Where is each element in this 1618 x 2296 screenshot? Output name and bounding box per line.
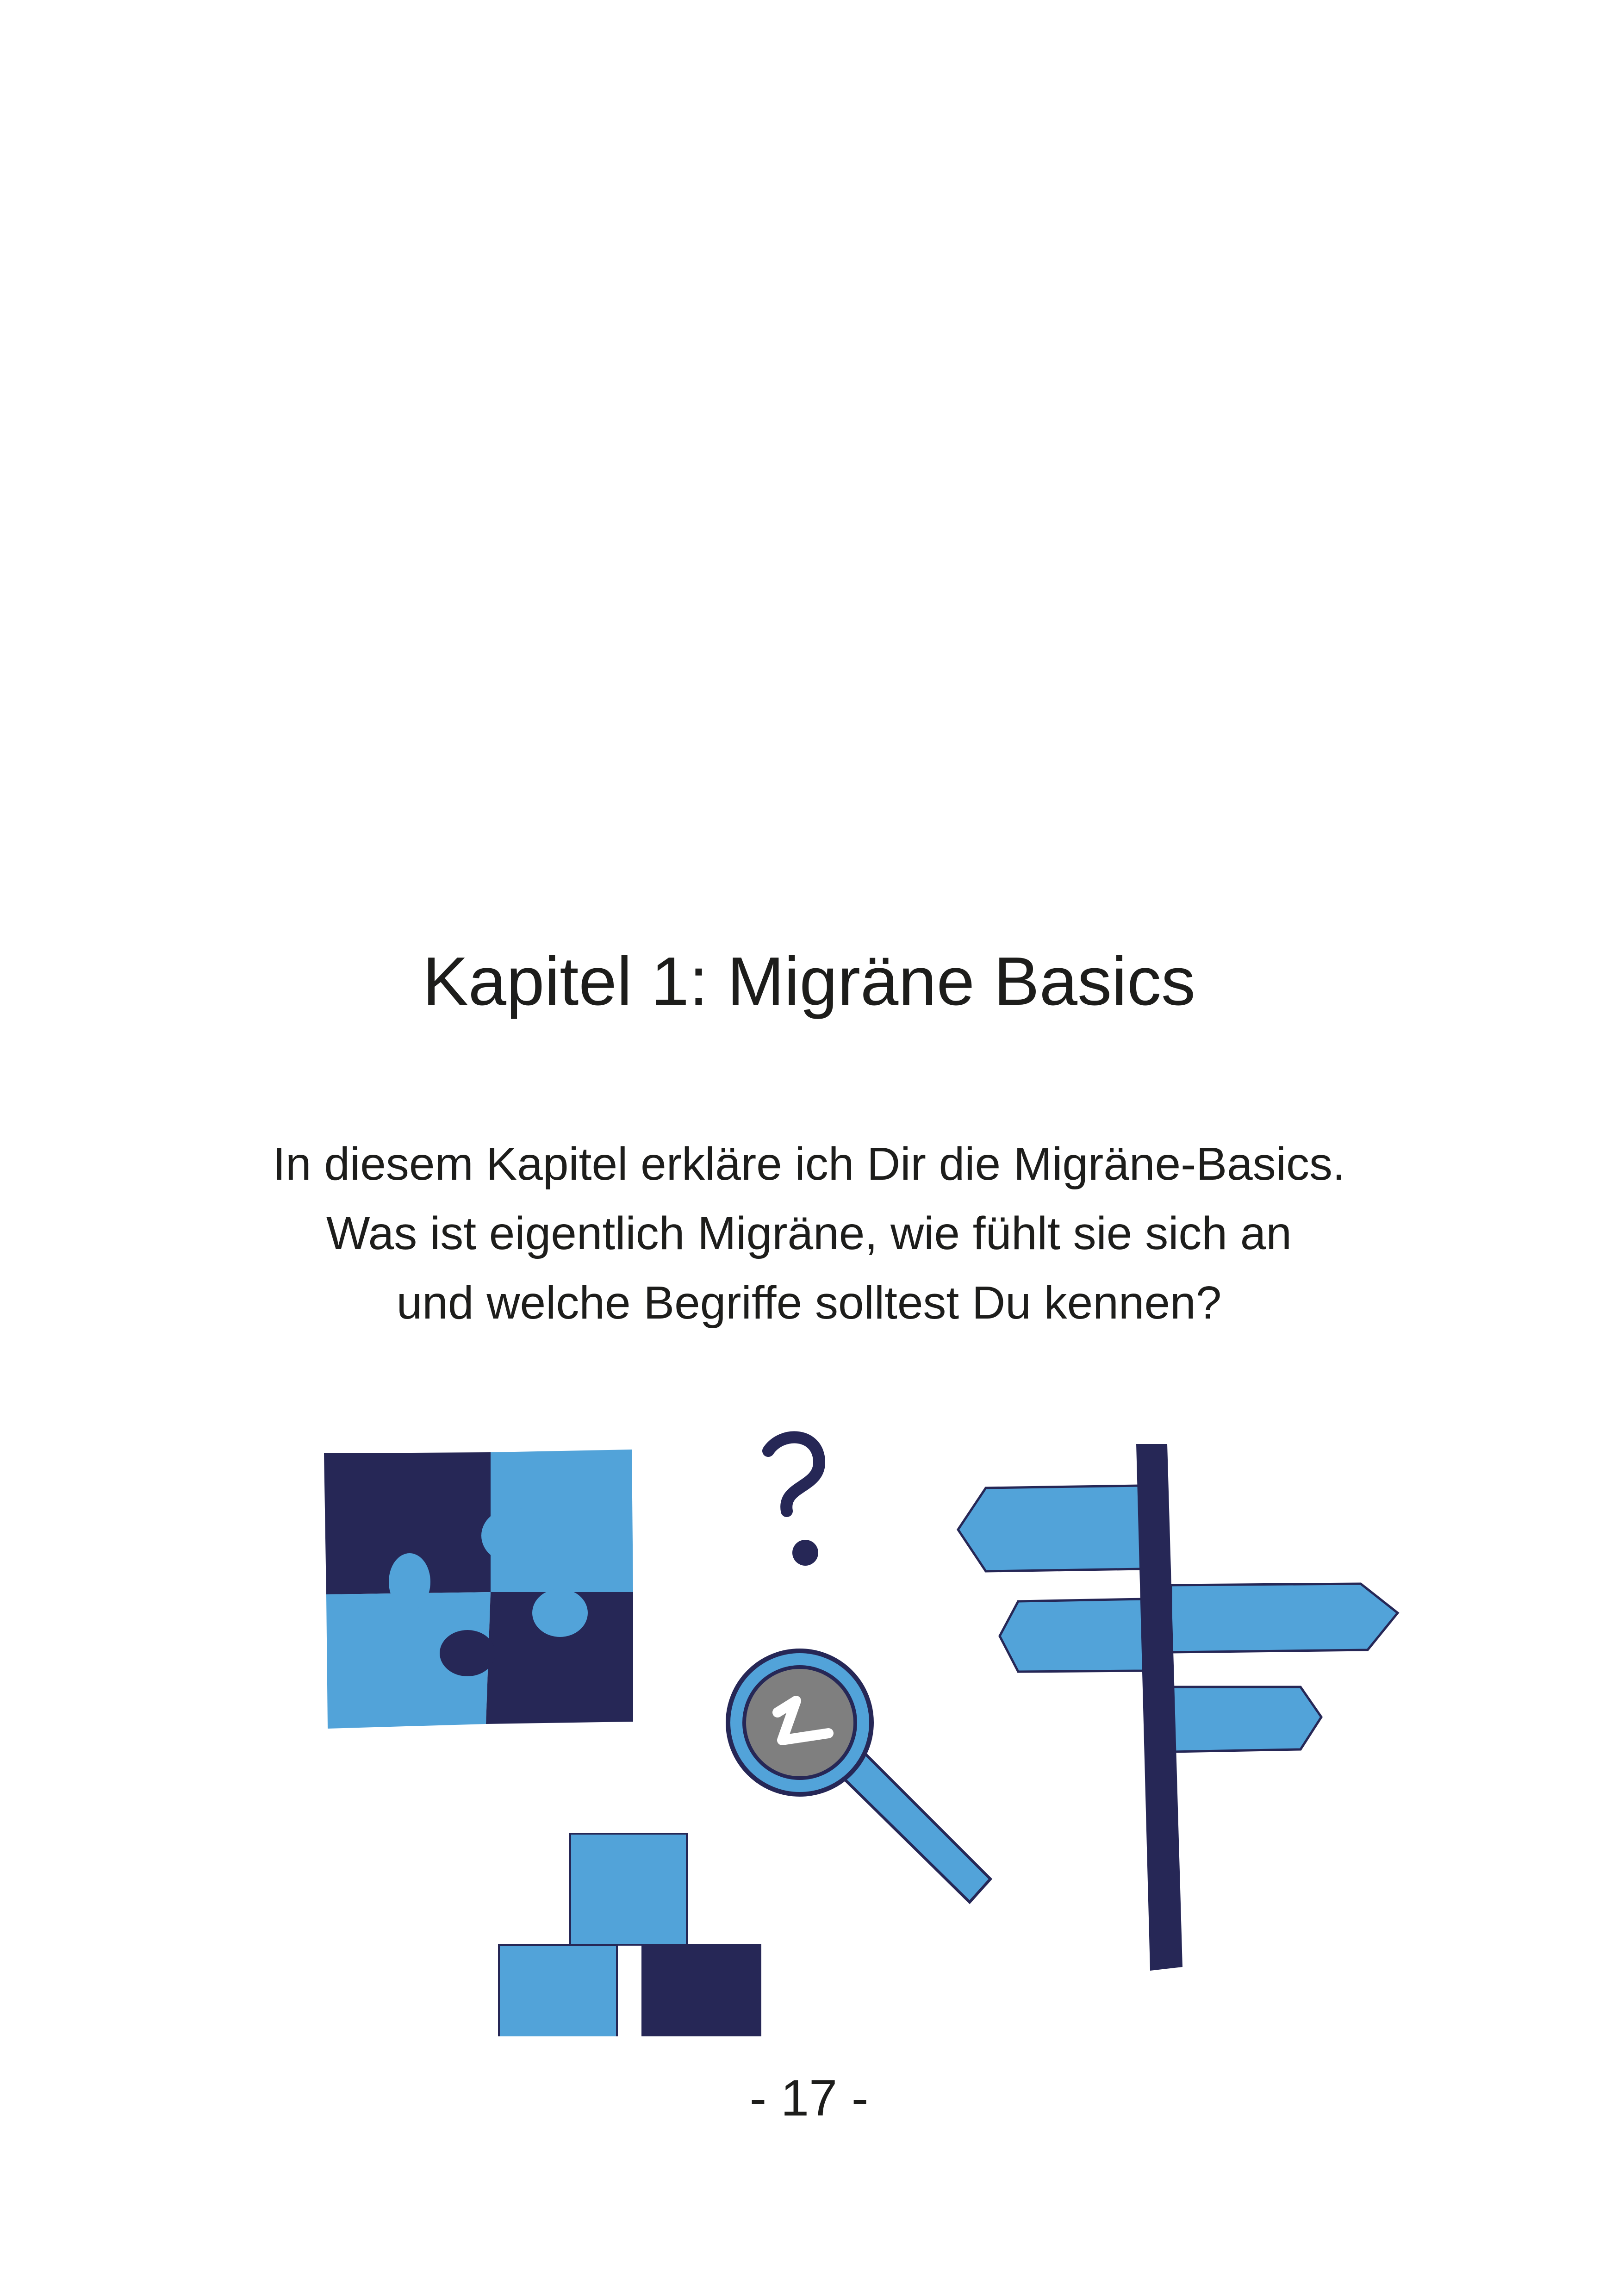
page-number: - 17 - [749, 2070, 869, 2127]
question-mark-icon [768, 1437, 819, 1566]
chapter-title: Kapitel 1: Migräne Basics [423, 943, 1195, 1020]
intro-line: In diesem Kapitel erkläre ich Dir die Migräne-Basics. [273, 1138, 1345, 1190]
chapter-illustration [0, 1388, 1618, 2036]
magnifying-glass-icon [728, 1651, 990, 1902]
intro-paragraph [0, 1129, 1618, 1338]
puzzle-icon [324, 1450, 633, 1729]
intro-line: Was ist eigentlich Migräne, wie fühlt sie sich an [326, 1207, 1292, 1259]
blocks-icon [499, 1834, 760, 2036]
signpost-icon [958, 1444, 1398, 1971]
intro-line: und welche Begriffe solltest Du kennen? [396, 1277, 1222, 1329]
